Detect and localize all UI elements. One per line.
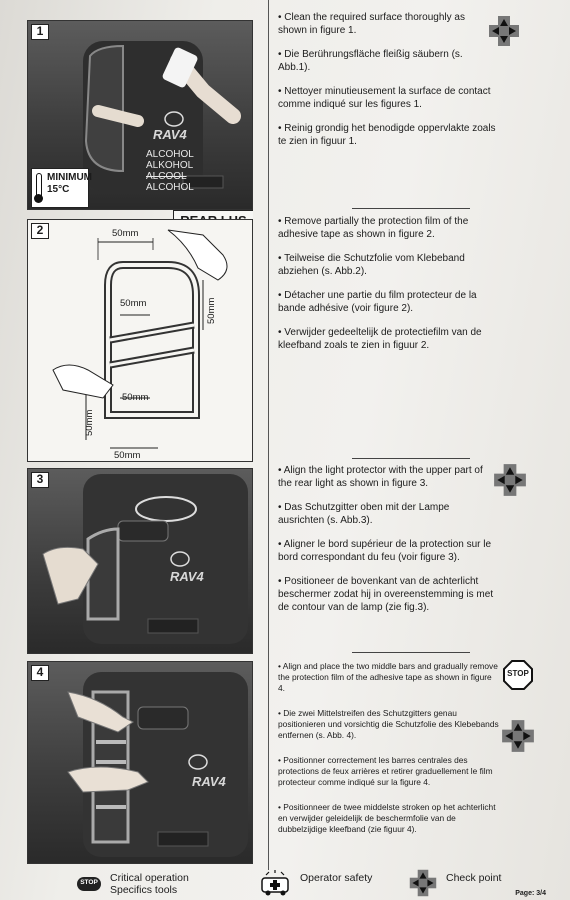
separator <box>352 652 470 653</box>
dimension-label: 50mm <box>112 228 139 239</box>
legend-checkpoint: Check point <box>446 872 502 884</box>
step-4-figure <box>27 661 253 864</box>
legend-critical: Critical operation Specifics tools <box>110 872 189 896</box>
dimension-label: 50mm <box>120 298 147 309</box>
step-number: 4 <box>31 665 49 681</box>
checkpoint-icon <box>500 718 536 754</box>
step-3-text: • Align the light protector with the upper part of the rear light as shown in figure 3. • Das Schutzgitter oben mit der Lampe ausrichten (s. Abb.3). • Aligner le bord supérieur de la protection sur le bord correspondant du feu (voir figure 3). • Positioneer de bovenkant van de achterlicht beschermer zodat hij in overeenstemming is met de contour van de lamp (zie fig.3). <box>278 465 494 613</box>
stop-icon: STOP <box>76 876 102 892</box>
step-1-text: • Clean the required surface thoroughly as shown in figure 1. • Die Berührungsfläche fleißig säubern (s. Abb.1). • Nettoyer minutieusement la surface de contact comme indiqué sur les figures 1. • Reinig grondig het benodigde oppervlakte zoals te zien in figuur 1. <box>278 12 496 147</box>
step-3-photo <box>28 469 252 653</box>
step-4-text: • Align and place the two middle bars and gradually remove the protection film of the adhesive tape as shown in figure 4. • Die zwei Mittelstreifen des Schutzgitters genau positionieren und vorsichtig die Schutzfolie des Klebebands entfernen (s. Abb. 4). • Positionner correctement les barres centrales des protections de feux arrières et retirer graduellement le film protecteur comme indiqué sur la figure 4. • Positionneer de twee middelste stroken op het achterlicht en verwijder geleidelijk de beschermfolie van de dubbelzijdige kleefband (zie figuur 4). <box>278 661 499 834</box>
stop-label: STOP <box>507 669 529 678</box>
step-4-photo <box>28 662 252 863</box>
checkpoint-icon <box>487 14 521 48</box>
step-2-text: • Remove partially the protection film of the adhesive tape as shown in figure 2. • Teilweise die Schutzfolie vom Klebeband abziehen (s. Abb.2). • Détacher une partie du film protecteur de la bande adhésive (voir figure 2). • Verwijder gedeeltelijk de protectiefilm van de kleefband zoals te zien in figuur 2. <box>278 216 482 351</box>
step-number: 1 <box>31 24 49 40</box>
minimum-temperature-box: MINIMUM 15°C <box>31 168 89 208</box>
rav4-logo: RAV4 <box>192 774 226 789</box>
checkpoint-icon <box>408 868 438 898</box>
step-number: 2 <box>31 223 49 239</box>
dimension-label: 50mm <box>114 450 141 461</box>
dimension-label: 50mm <box>84 409 95 436</box>
step-2-drawing <box>28 220 252 461</box>
tape-dimension-drawing <box>28 220 254 463</box>
column-divider <box>268 0 269 870</box>
legend-footer <box>0 868 570 900</box>
car-rear-photo-4 <box>28 662 254 865</box>
separator <box>352 208 470 209</box>
legend-operator: Operator safety <box>300 872 373 884</box>
checkpoint-icon <box>492 462 528 498</box>
car-rear-photo-3 <box>28 469 254 655</box>
page-number: Page: 3/4 <box>515 890 546 897</box>
rav4-logo: RAV4 <box>153 127 187 142</box>
separator <box>352 458 470 459</box>
thermometer-icon <box>36 173 42 199</box>
alcohol-labels: ALCOHOL ALKOHOL ALCOOL ALCOHOL <box>146 149 194 193</box>
dimension-label: 50mm <box>206 297 217 324</box>
dimension-label: 50mm <box>122 392 149 403</box>
rav4-logo: RAV4 <box>170 569 204 584</box>
stop-icon <box>503 660 533 690</box>
step-3-figure <box>27 468 253 654</box>
step-1-figure <box>27 20 253 210</box>
operator-safety-icon <box>258 870 292 896</box>
step-number: 3 <box>31 472 49 488</box>
step-2-figure <box>27 219 253 462</box>
